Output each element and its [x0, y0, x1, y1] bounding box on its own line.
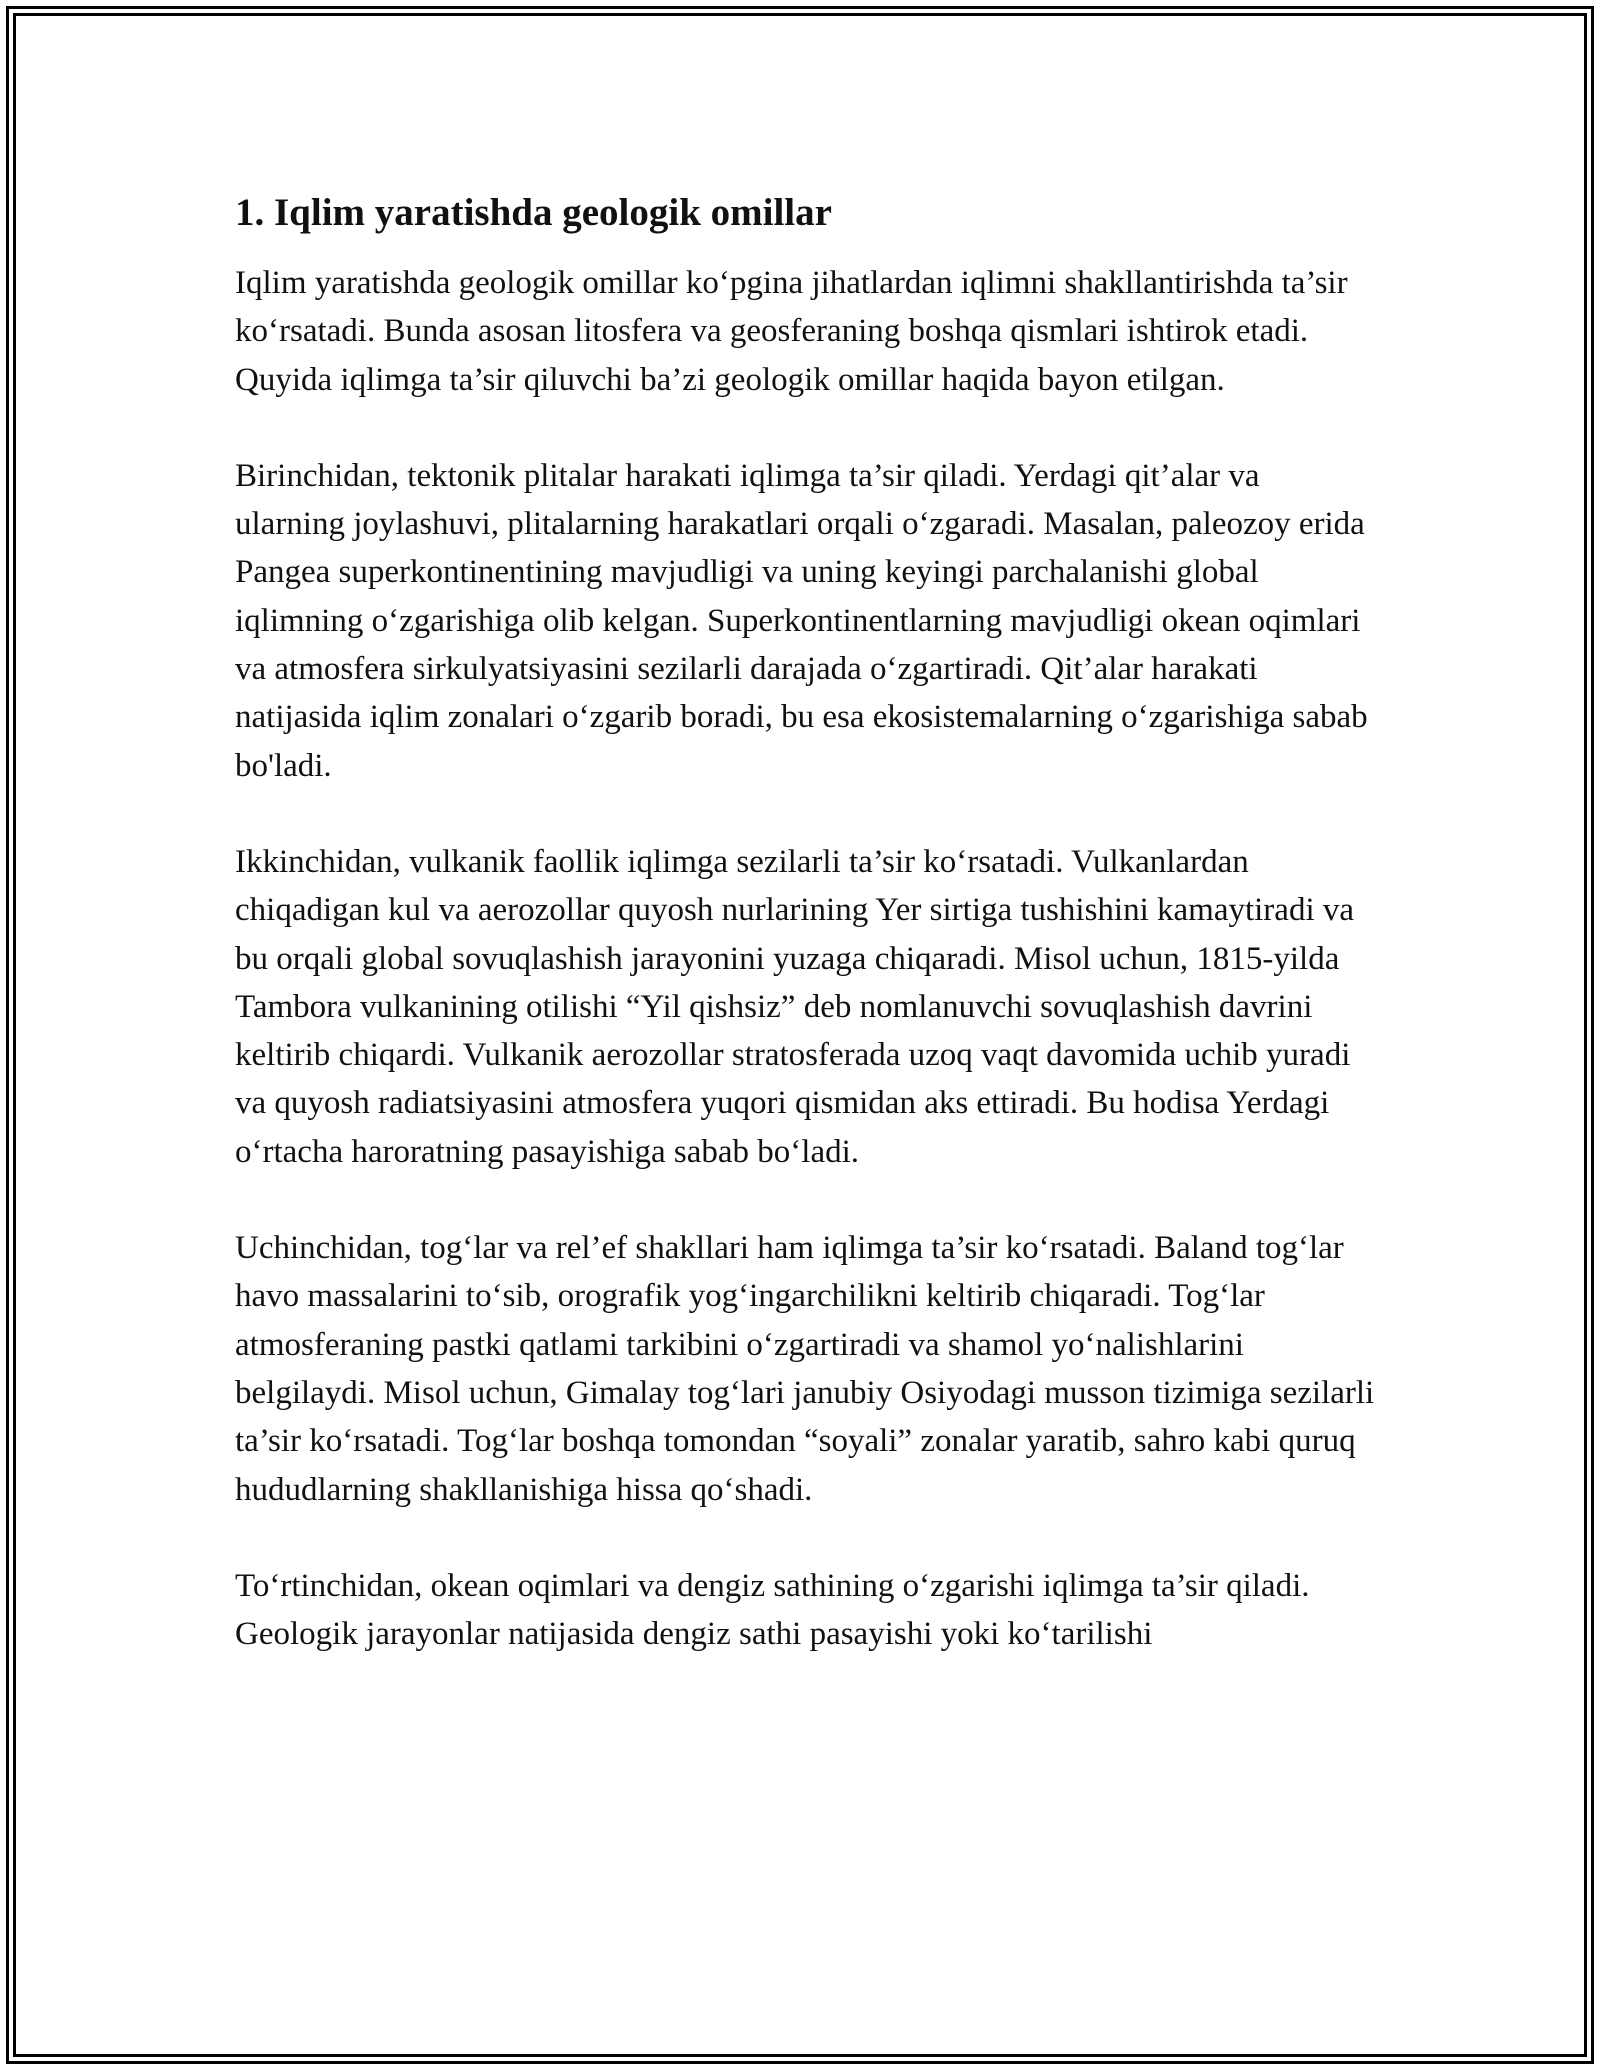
paragraph-intro: Iqlim yaratishda geologik omillar ko‘pgina jihatlardan iqlimni shakllantirishda ta’sir ko‘rsatadi. Bunda asosan litosfera va geosferaning boshqa qismlari ishtirok etadi. Quyida iqlimga ta’sir qiluvchi ba’zi geologik omillar haqida bayon etilgan. [235, 265, 1348, 398]
paragraph-tectonic-plates: Birinchidan, tektonik plitalar harakati iqlimga ta’sir qiladi. Yerdagi qit’alar va ularning joylashuvi, plitalarning harakatlari orqali o‘zgaradi. Masalan, paleozoy erida Pangea superkontinentining mavjudligi va uning keyingi parchalanishi global iqlimning o‘zgarishiga olib kelgan. Superkontinentlarning mavjudligi okean oqimlari va atmosfera sirkulyatsiyasini sezilarli darajada o‘zgartiradi. Qit’alar harakati natijasida iqlim zonalari o‘zgarib boradi, bu esa ekosistemalarning o‘zgarishiga sabab bo'ladi. [235, 457, 1368, 784]
paragraph-volcanic-activity: Ikkinchidan, vulkanik faollik iqlimga sezilarli ta’sir ko‘rsatadi. Vulkanlardan chiqadigan kul va aerozollar quyosh nurlarining Yer sirtiga tushishini kamaytiradi va bu orqali global sovuqlashish jarayonini yuzaga chiqaradi. Misol uchun, 1815-yilda Tambora vulkanining otilishi “Yil qishsiz” deb nomlanuvchi sovuqlashish davrini keltirib chiqardi. Vulkanik aerozollar stratosferada uzoq vaqt davomida uchib yuradi va quyosh radiatsiyasini atmosfera yuqori qismidan aks ettiradi. Bu hodisa Yerdagi o‘rtacha haroratning pasayishiga sabab bo‘ladi. [235, 843, 1355, 1170]
document-body [235, 186, 1375, 1706]
paragraph-ocean-currents: To‘rtinchidan, okean oqimlari va dengiz sathining o‘zgarishi iqlimga ta’sir qiladi. Geologik jarayonlar natijasida dengiz sathi pasayishi yoki ko‘tarilishi [235, 1567, 1310, 1653]
paragraph-mountains-relief: Uchinchidan, tog‘lar va rel’ef shakllari ham iqlimga ta’sir ko‘rsatadi. Baland tog‘lar havo massalarini to‘sib, orografik yog‘ingarchilikni keltirib chiqaradi. Tog‘lar atmosferaning pastki qatlami tarkibini o‘zgartiradi va shamol yo‘nalishlarini belgilaydi. Misol uchun, Gimalay tog‘lari janubiy Osiyodagi musson tizimiga sezilarli ta’sir ko‘rsatadi. Tog‘lar boshqa tomondan “soyali” zonalar yaratib, sahro kabi quruq hududlarning shakllanishiga hissa qo‘shadi. [235, 1230, 1375, 1508]
section-heading: 1. Iqlim yaratishda geologik omillar [235, 191, 832, 234]
